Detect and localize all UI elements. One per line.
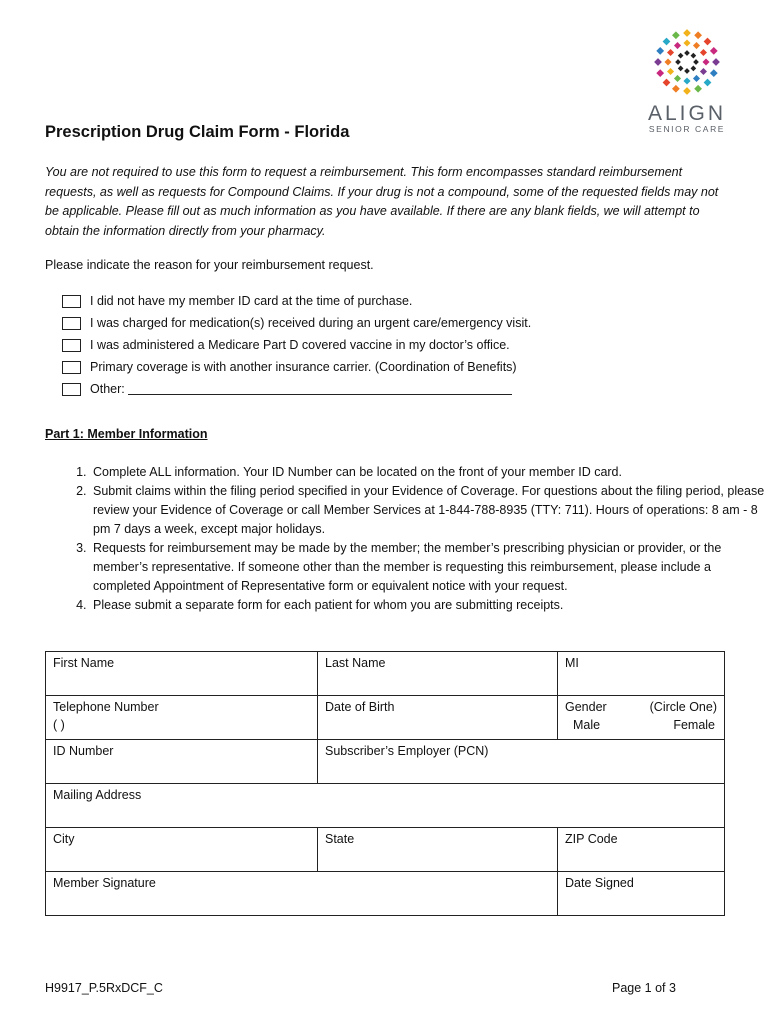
instruction-item: 4. Please submit a separate form for each patient for whom you are submitting receipts.	[90, 596, 770, 615]
gender-female-option[interactable]: Female	[673, 718, 715, 732]
gender-label: Gender	[565, 700, 607, 714]
form-code: H9917_P.5RxDCF_C	[45, 981, 163, 995]
logo-petal	[663, 79, 671, 87]
reason-checkbox[interactable]	[62, 317, 81, 330]
page-title: Prescription Drug Claim Form - Florida	[45, 123, 350, 141]
reason-option	[62, 294, 531, 316]
employer-label: Subscriber’s Employer (PCN)	[325, 744, 489, 758]
telephone-field[interactable]	[46, 696, 318, 740]
logo-petal	[675, 59, 681, 65]
logo-petal	[694, 85, 702, 93]
reason-option	[62, 382, 531, 404]
last-name-field[interactable]	[318, 652, 558, 696]
logo-petal	[683, 87, 691, 95]
logo-petal	[693, 42, 700, 49]
reason-label: I did not have my member ID card at the time of purchase.	[90, 294, 413, 308]
reason-checkbox[interactable]	[62, 361, 81, 374]
instruction-item: 2. Submit claims within the filing period specified in your Evidence of Coverage. For questions about the filing period, please review your Evidence of Coverage or call Member Services at 1-844-788-8935 (TTY: 711). Hours of operations: 8 am - 8 pm 7 days a week, except major holidays.	[90, 482, 770, 539]
logo-petal	[683, 29, 691, 37]
employer-field[interactable]	[318, 740, 725, 784]
page-number: Page 1 of 3	[612, 981, 676, 995]
mailing-address-label: Mailing Address	[53, 788, 142, 802]
logo-petal	[683, 77, 690, 84]
city-field[interactable]	[46, 828, 318, 872]
logo-petal	[684, 68, 690, 74]
logo-petal	[712, 58, 720, 66]
member-info-table	[45, 651, 725, 916]
logo-petal	[674, 42, 681, 49]
reason-checkbox[interactable]	[62, 383, 81, 396]
dob-label: Date of Birth	[325, 700, 395, 714]
logo-petal	[674, 75, 681, 82]
align-flower-icon	[654, 26, 720, 98]
mi-label: MI	[565, 656, 579, 670]
logo-petal	[672, 85, 680, 93]
logo-petal	[694, 31, 702, 39]
instruction-item: 1. Complete ALL information. Your ID Number can be located on the front of your member ID card.	[90, 463, 770, 482]
reason-checkbox[interactable]	[62, 295, 81, 308]
logo-subtitle: SENIOR CARE	[648, 124, 726, 134]
telephone-paren: ( )	[53, 718, 65, 732]
reason-option	[62, 360, 531, 382]
logo-petal	[700, 68, 707, 75]
logo-petal	[691, 53, 697, 59]
mailing-address-field[interactable]	[46, 784, 725, 828]
part1-heading: Part 1: Member Information	[45, 427, 208, 441]
intro-paragraph: You are not required to use this form to request a reimbursement. This form encompasses standard reimbursement requests, as well as requests for Compound Claims. If your drug is not a compound, some of the requested fields may not be applicable. Please fill out as much information as you have available. If there are any blank fields, we will attempt to obtain the information directly from your pharmacy.	[45, 165, 719, 238]
id-number-label: ID Number	[53, 744, 114, 758]
date-signed-label: Date Signed	[565, 876, 634, 890]
logo-petal	[656, 47, 664, 55]
logo-petal	[654, 58, 662, 66]
logo-petal	[704, 79, 712, 87]
logo-petal	[683, 39, 690, 46]
logo-petal	[693, 59, 699, 65]
logo-petal	[678, 66, 684, 72]
telephone-label: Telephone Number	[53, 700, 159, 714]
logo-petal	[667, 49, 674, 56]
reason-checkbox[interactable]	[62, 339, 81, 352]
reason-label: I was charged for medication(s) received during an urgent care/emergency visit.	[90, 316, 532, 330]
gender-field	[558, 696, 725, 740]
date-signed-field[interactable]	[558, 872, 725, 916]
reason-option	[62, 316, 531, 338]
logo-petal	[656, 69, 664, 77]
state-label: State	[325, 832, 355, 846]
reason-checklist	[62, 294, 531, 404]
align-logo	[644, 26, 730, 134]
logo-petal	[678, 53, 684, 59]
gender-male-option[interactable]: Male	[573, 718, 601, 732]
zip-label: ZIP Code	[565, 832, 618, 846]
logo-petal	[700, 49, 707, 56]
first-name-field[interactable]	[46, 652, 318, 696]
logo-petal	[710, 69, 718, 77]
other-reason-field[interactable]	[128, 382, 512, 395]
reason-label: Other:	[90, 382, 125, 396]
logo-petal	[710, 47, 718, 55]
logo-petal	[693, 75, 700, 82]
signature-field[interactable]	[46, 872, 558, 916]
state-field[interactable]	[318, 828, 558, 872]
id-number-field[interactable]	[46, 740, 318, 784]
logo-petal	[702, 58, 709, 65]
circle-one-label: (Circle One)	[649, 700, 717, 714]
instruction-list	[45, 463, 770, 615]
logo-petal	[664, 58, 671, 65]
logo-petal	[704, 38, 712, 46]
last-name-label: Last Name	[325, 656, 386, 670]
dob-field[interactable]	[318, 696, 558, 740]
first-name-label: First Name	[53, 656, 115, 670]
mi-field[interactable]	[558, 652, 725, 696]
city-label: City	[53, 832, 75, 846]
logo-petal	[667, 68, 674, 75]
logo-petal	[672, 31, 680, 39]
zip-field[interactable]	[558, 828, 725, 872]
signature-label: Member Signature	[53, 876, 156, 890]
reason-prompt: Please indicate the reason for your reimbursement request.	[45, 258, 374, 272]
reason-label: I was administered a Medicare Part D covered vaccine in my doctor’s office.	[90, 338, 510, 352]
reason-label: Primary coverage is with another insurance carrier. (Coordination of Benefits)	[90, 360, 517, 374]
logo-word: ALIGN	[647, 102, 727, 125]
logo-petal	[691, 66, 697, 72]
logo-petal	[663, 38, 671, 46]
logo-petal	[684, 50, 690, 56]
reason-option	[62, 338, 531, 360]
instruction-item: 3. Requests for reimbursement may be made by the member; the member’s prescribing physician or provider, or the member’s representative. If someone other than the member is requesting this reimbursement, please include a completed Appointment of Representative form or equivalent notice with your request.	[90, 539, 770, 596]
